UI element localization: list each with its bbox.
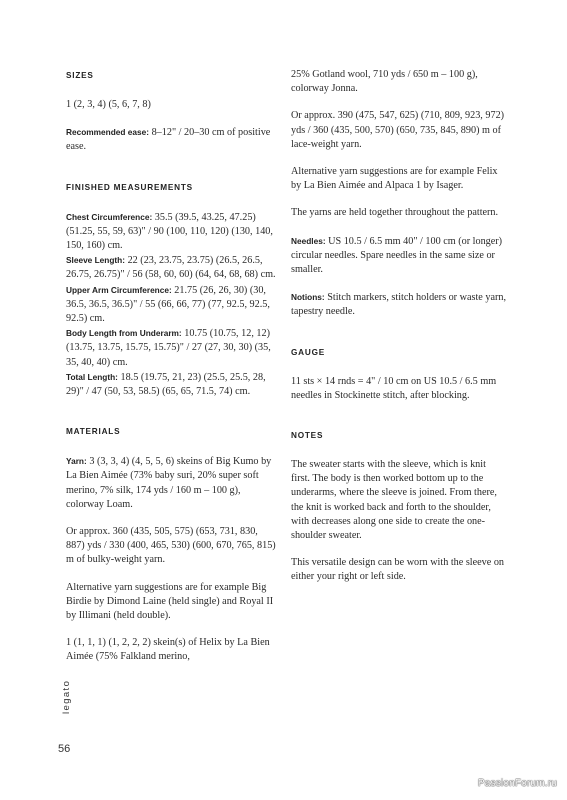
page-number: 56 — [58, 743, 71, 755]
body-length-text: 10.75 (10.75, 12, 12) (13.75, 13.75, 15.75, 15.75)" / 27 (27, 30, 30) (35, 35, 40, 40) cm. — [66, 328, 271, 368]
notions-paragraph — [291, 290, 506, 319]
ease-text: 8–12" / 20–30 cm of positive ease. — [66, 127, 271, 153]
needles-paragraph — [291, 234, 506, 278]
side-running-title: legato — [61, 679, 72, 714]
upper-arm-text: 21.75 (26, 26, 30) (30, 36.5, 36.5, 36.5)" / 55 (66, 66, 77) (77, 92.5, 92.5, 92.5) cm. — [66, 284, 270, 325]
notions-text: Stitch markers, stitch holders or waste yarn, tapestry needle. — [291, 292, 507, 318]
upper-arm-circumference — [66, 283, 276, 327]
notes-paragraph-1: The sweater starts with the sleeve, which is knit first. The body is then worked bottom up to the underarms, where the sleeve is joined. From there, the knit is worked back and forth to the shoulder, with decreases along one side to create the one-shoulder sweater. — [291, 459, 497, 542]
sleeve-text: 22 (23, 23.75, 23.75) (26.5, 26.5, 26.75, 26.75)" / 56 (58, 60, 60) (64, 64, 68, 68) cm. — [66, 255, 276, 281]
finished-measurements-heading: FINISHED MEASUREMENTS — [66, 182, 193, 192]
alt-lace-paragraph: Alternative yarn suggestions are for example Felix by La Bien Aimée and Alpaca 1 by Isager. — [291, 166, 498, 192]
needles-text: US 10.5 / 6.5 mm 40" / 100 cm (or longer) circular needles. Spare needles in the same size or smaller. — [291, 235, 503, 276]
watermark: PassionForum.ru — [477, 778, 557, 789]
approx-bulky-paragraph: Or approx. 360 (435, 505, 575) (653, 731, 830, 887) yds / 330 (400, 465, 530) (600, 670, 765, 815) m of bulky-weight yarn. — [66, 526, 276, 566]
chest-text: 35.5 (39.5, 43.25, 47.25) (51.25, 55, 59, 63)" / 90 (100, 110, 120) (130, 140, 150, 160) cm. — [66, 211, 273, 252]
sizes-heading: SIZES — [66, 71, 94, 80]
yarn-text: 3 (3, 3, 4) (4, 5, 5, 6) skeins of Big Kumo by La Bien Aimée (73% baby suri, 20% super soft merino, 7% silk, 174 yds / 160 m – 100 g), colorway Loam. — [66, 456, 272, 510]
recommended-ease — [66, 125, 276, 154]
body-length — [66, 326, 276, 370]
approx-lace-paragraph: Or approx. 390 (475, 547, 625) (710, 809, 923, 972) yds / 360 (435, 500, 570) (650, 735, 845, 890) m of lace-weight yarn. — [291, 110, 505, 150]
helix-paragraph: 1 (1, 1, 1) (1, 2, 2, 2) skein(s) of Helix by La Bien Aimée (75% Falkland merino, — [66, 637, 270, 663]
total-length-label: Total Length: — [66, 371, 118, 382]
yarn-paragraph — [66, 454, 276, 512]
notes-heading: NOTES — [291, 431, 324, 441]
sizes-value: 1 (2, 3, 4) (5, 6, 7, 8) — [66, 99, 151, 110]
chest-circumference — [66, 210, 276, 254]
sleeve-label: Sleeve Length: — [66, 255, 126, 266]
sleeve-length — [66, 253, 276, 282]
chest-label: Chest Circumference: — [66, 211, 153, 222]
notes-paragraph-2: This versatile design can be worn with the sleeve on either your right or left side. — [291, 557, 505, 583]
total-length — [66, 370, 276, 399]
materials-heading: MATERIALS — [66, 427, 121, 437]
left-column — [66, 68, 276, 665]
gauge-paragraph: 11 sts × 14 rnds = 4" / 10 cm on US 10.5 / 6.5 mm needles in Stockinette stitch, after blocking. — [291, 375, 497, 401]
helix-continued: 25% Gotland wool, 710 yds / 650 m – 100 g), colorway Jonna. — [291, 69, 478, 95]
gauge-heading: GAUGE — [291, 347, 326, 357]
notions-label: Notions: — [291, 292, 325, 303]
held-together-paragraph: The yarns are held together throughout the pattern. — [291, 207, 499, 219]
right-column — [291, 68, 506, 585]
ease-label: Recommended ease: — [66, 127, 150, 138]
needles-label: Needles: — [291, 235, 326, 246]
total-length-text: 18.5 (19.75, 21, 23) (25.5, 25.5, 28, 29)" / 47 (50, 53, 58.5) (65, 65, 71.5, 74) cm. — [66, 371, 266, 398]
body-length-label: Body Length from Underarm: — [66, 328, 182, 339]
upper-arm-label: Upper Arm Circumference: — [66, 284, 172, 295]
alt-bulky-paragraph: Alternative yarn suggestions are for example Big Birdie by Dimond Laine (held single) and Royal II by Illimani (held double). — [66, 581, 274, 622]
yarn-label: Yarn: — [66, 456, 87, 467]
